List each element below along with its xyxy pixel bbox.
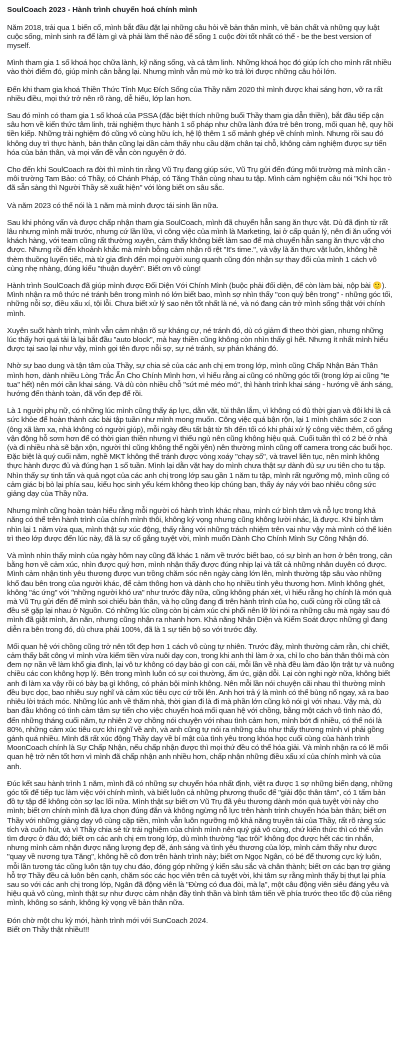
- paragraph-3: Đến khi tham gia khoá Thiền Thức Tỉnh Mục Đích Sống của Thầy năm 2020 thì mình được khai sáng hơn, vỡ ra rất nhiều điều, mọi thứ trở nên rõ ràng, dễ hiểu, lớp lan hơn.: [7, 84, 383, 103]
- closing-line-1: Đón chờ một chu kỳ mới, hành trình mới với SunCoach 2024.: [7, 915, 208, 925]
- paragraph-12: Nhưng mình cũng hoàn toàn hiểu rằng mỗi người có hành trình khác nhau, mình cứ bình tâm và nỗ lực trong khả năng có thể trên hành trình của chính mình thôi, không ký vọng nhưng cũng không lười nhác, là được. Khi bình tâm nhìn lại 1 năm vừa qua, mình thật sự xúc động, thấy rằng với những trách nhiệm trên vai như vậy mà mình có thể kiên trì theo lớp được đến lúc này, đã là sự cố gắng tuyệt vời, mình muốn Dành Cho Chính Mình Sự Công Nhận đó.: [7, 506, 392, 543]
- paragraph-11: Là 1 người phụ nữ, có những lúc mình cũng thấy áp lực, dằn vặt, tủi thân lắm, vì không có đủ thời gian và đôi khi là cả sức khỏe để hoàn thành các bài tập tuần như mình mong muốn. Công việc quá bận rộn, lại 1 mình chăm sóc 2 con (ông xã làm xa, nhà không có người giúp), mỗi ngày đều tất bật từ 5h đến tối có khi phải xử lý công việc thêm, cố gắng vận động hỗ sơm hơn để có thời gian thiền nhưng vì thiếu ngủ nên cũng không hiệu quả. Cuối tuần thì có 2 bé ở nhà (và đi nhiều nhà sẽ bận xộn, người thì cũng không thể ngồi yên) nên thường mình cũng off camera trong các buổi học. Đặc biệt là quý cuối năm, nghề MKT không thể tránh được vòng xoáy "chạy số", và travel liên tục, nên mình không thực hành được đủ và đúng hạn 1 số tuần. Mình lại dằn vặt hay do mình chưa thật sự dành đủ sự ưu tiên cho tu tập. Nhìn thấy sự tinh tấn và quả ngọt của các anh chị trong lớp sau gần 1 năm tu tập, mình rất ngưỡng mộ, mình cũng có cảm giác bị bỏ lại phía sau, kiểu học sinh yếu kém không theo kịp chúng bạn, thấy áy náy với bao nhiêu công sức giảng dạy của Thầy nữa.: [7, 406, 393, 499]
- paragraph-4: Sau đó mình có tham gia 1 số khoá của PSSA (đặc biệt thích những buổi Thầy tham gia dẫn thiền), bắt đầu tiếp cận sâu hơn về kiến thức tâm linh, trải nghiệm thực hành 1 số pháp như chữa lành đứa trẻ bên trong, mối quan hệ, quy hồi tiền kiếp. Những trải nghiệm đó cũng vô cùng hữu ích, hệ lộ thêm 1 số mảnh ghép về chính mình. Nhưng rồi sau đó không duy trì thực hành, bản thân cũng lại dần cảm thấy nhu cầu dặm chân tại chỗ, không cảm nghiệm được sự tiến hóa của bản thân, và mọi vấn đề vẫn còn nguyên ở đó.: [7, 110, 394, 157]
- paragraph-6: Và năm 2023 có thể nói là 1 năm mà mình được tái sinh lần nữa.: [7, 200, 219, 210]
- paragraph-7: Sau khi phỏng vấn và được chấp nhận tham gia SoulCoach, mình đã chuyển hẳn sang ăn thực vật. Dù đã định từ rất lâu nhưng mình mãi trước, nhưng cứ lần lữa, vì công việc của mình là Marketing, lại ở cấp quản lý, nên đi ăn uống với khách hàng, với team cũng rất thường xuyên, cảm thấy không biết làm sao để mà chuyển hẳn sang ăn thực vật cho được. Nhưng rồi đến khoảnh khắc mà mình bỗng cảm nhận rõ rệt "It's time.", và vậy là ăn thực vật luôn, không hề thèm thuồng luyến tiếc, mà từ gia đình đến mọi người xung quanh cũng đón nhận sự thay đổi của mình 1 cách vô cùng nhẹ nhàng, đúng kiểu "thuận duyên". Biết ơn vô cùng!: [7, 217, 392, 273]
- paragraph-13: Và mình nhìn thấy mình của ngày hôm nay cũng đã khác 1 năm về trước biết bao, có sự bình an hơn ở bên trong, cân bằng hơn về cảm xúc, nhìn được quý hơn, mình nhận thấy được đúng nhịp lại và tất cả những nhân duyên có được. Mình cảm nhận tinh yêu thương được vun trồng chăm sóc nên ngày càng lớn lên, mình thường tập sâu vào những khổ đau bên trong của người khác, để cảm thông hơn và dành cho họ nhiều tình yêu thương hơn. Mình không ghét, không "ác ứng" với "những người khó ưa" như trước đây nữa, cũng không phán xét, vì hiểu rằng họ chính là món quà mà Vũ Trụ gửi đến để mình soi chiếu bản thân, và họ cũng đang đi trên hành trình của họ, cuối cùng rồi cũng tất cả đều sẽ gặp lại nhau ở Nguồn. Có những lúc cũng còn bị cảm xúc chi phối nên lỡ lời nói ra những câu mà ngày sau đó mình đã giật mình, ăn năn, nhưng cũng nhận ra nhanh hơn. Khả năng Nhận Diện và Kiểm Soát được những gì đang diễn ra bên trong đó, dù chưa phải 100%, đã là 1 sự tiến bộ so với trước đây.: [7, 551, 392, 634]
- paragraph-10: Nhờ sự bao dung và tận tâm của Thầy, sự chia sẻ của các anh chị em trong lớp, mình cũng Chấp Nhận Bản Thân mình hơn, dành nhiều Lòng Trắc Ẩn Cho Chính Mình hơn, vì hiểu rằng ai cũng có những góc tối (trong lớp ai cũng "te tua" hết) nên mới cần khai sáng. Và dù còn nhiều chỗ "sứt mẻ méo mó", thì hành trình khai sáng - hướng về ánh sáng, hướng đến thành toàn, đã vốn đẹp để rồi.: [7, 361, 393, 398]
- paragraph-9: Xuyên suốt hành trình, mình vẫn cảm nhận rõ sự kháng cự, né tránh đó, dù có giảm đi theo thời gian, nhưng những lúc thấy hơi quá tải là lại bắt đầu "auto block", mà hay thiền cũng không còn nhìn thấy gì hết. Nhưng ít nhất mình hiểu được tại sao lại như vậy, mình gọi tên được nỗi sợ, sự né tránh, sự phản kháng đó.: [7, 325, 388, 354]
- post-title: SoulCoach 2023 - Hành trình chuyển hoá chính mình: [7, 5, 198, 14]
- paragraph-14: Mối quan hệ với chồng cũng trở nên tốt đẹp hơn 1 cách vô cùng tự nhiên. Trước đây, mình thường cảm rằn, chi chiết, cảm thấy bất công vì mình vừa kiếm tiền vừa nuôi dạy con, trong khi anh thì làm ở xa, chỉ lo cho bản thân thôi mà còn đem nợ nần về làm khổ gia đình, lại vô tư không có dạy bảo gì con cái, mỗi lần về nhà đều làm đảo lộn trật tự và nuông chiều các con không hợp lý. Bên trong mình luôn có sự coi thường, ấm ức, giận dỗi. Lại còn nghi ngờ nữa, không biết anh đi làm xa vậy rồi có bày bạ gì không, có phản bội mình không. Nên mỗi lần nói chuyện cãi nhau thì thường mình đều bực dọc, bao nhiêu suy nghĩ và cảm xúc tiêu cực cứ trồi lên. Anh hơi trả ý là mình có thể bùng nổ ngay, xả ra bao nhiêu lời trách móc. Những lúc anh về thăm nhà, thời gian đi là đi mà phần lớn cũng kỏ nói gì với nhau. Vậy mà, dù ban đầu không có tình cảm tâm sự tiến cho việc chuyển hoá mối quan hệ với chồng, bằng một cách vô tình nào đó, đến những tháng cuối năm, tự nhiên 2 vợ chồng nói chuyện với nhau tình cảm hơn, mình bớt đi nhiều, có thể nói là 80%, những cảm xúc tiêu cực khi nghĩ về anh, và anh cũng tự nói ra những câu như thấy thương mình vì phải gồng gánh quá nhiều. Mình đã rất xúc động Thầy dạy về bí mật của tình yêu trong khóa học cuối cùng của hành trình MoonCoach chính là Sự Chấp Nhận, nếu chấp nhận được thì mọi thứ đều có thể hóa giải. Và mình nhận ra có lẽ mối quan hệ trở nên tốt hơn vì mình đã chấp nhận anh nhiều hơn, chấp nhận những điều xấu xí của chính mình và của anh.: [7, 641, 395, 771]
- paragraph-5: Cho đến khi SoulCoach ra đời thì mình tin rằng Vũ Trụ đang giúp sức, Vũ Trụ gửi đến đúng môi trường mà mình cần - môi trường Tam Bảo: có Thầy, có Chánh Pháp, có Tăng Thân cùng nhau tu tập. Mình cảm nghiệm câu nói "Khi học trò đã sẵn sàng thì Người Thầy sẽ xuất hiện" với lòng biết ơn sâu sắc.: [7, 164, 392, 193]
- closing-line-2: Biết ơn Thầy thật nhiều!!!: [7, 924, 90, 934]
- paragraph-8: Hành trình SoulCoach đã giúp mình được Đối Diện Với Chính Mình (buộc phải đối diện, để còn làm bài, nộp bài 🙂). Mình nhận ra mô thức né tránh bên trong mình nó lớn biết bao, mình sợ nhìn thấy "con quỷ bên trong" - những góc tối, những nỗi sợ, điều xấu xí, tội lỗi. Chưa biết xử lý sao nên tốt nhất là né, và nó đang cản trở mình sống thật với chính mình.: [7, 280, 393, 318]
- paragraph-1: Năm 2018, trải qua 1 biến cố, mình bắt đầu đặt lại những câu hỏi về bản thân mình, về bản chất và những quy luật cuộc sống, mình sinh ra để làm gì và phải làm thế nào để sống 1 cuộc đời tốt nhất có thể - be the best version of myself.: [7, 22, 380, 50]
- paragraph-15: Đúc kết sau hành trình 1 năm, mình đã có những sự chuyển hóa nhất định, việt ra được 1 sợ những biến dạng, những góc tối để tiếp tục làm việc với chính mình, và biết luôn cả những phương thuốc để "giải độc thân tâm", có 1 tấm bản đồ tự tập để không còn sợ lạc lối nữa. Mình thật sự biết ơn Vũ Trụ đã yêu thương dành món quà tuyệt vời này cho mình; biết ơn chính mình đã lựa chọn đúng đắn và không ngừng nỗ lực trên hành trình chuyển hóa bản thân; biết ơn Thầy với những giảng dạy vô cùng cặp tiền, mình vẫn luôn ngưỡng mộ khả năng truyền tải của Thầy, rất rõ ràng súc tích và cuốn hút, và vì Thầy chia sẻ từ trải nghiệm của chính mình nên quý giá vô cùng, chứ kiến thức thì có thể vẫn tìm được ở đâu đó; biết ơn các anh chị em trong lớp, dù mình thường "lạc trôi" không đọc được hết các tin nhắn, nhưng mình cảm nhận được năng lượng đẹp đẽ, ánh sáng và tình yêu thương của lớp, mình cảm thấy như được "quay về nương tựa Tăng", không hề cô đơn trên hành trình này; biết ơn Ngọc Ngân, có bé để thương cực kỳ luôn, mỗi lần tương tác cũng luôn tận tụy chu đáo, đóng góp những ý kiến sâu sắc và chân thành; biết ơn các bạn trợ giảng hỗ trợ Thầy đều cả luôn bên cạnh, chăm sóc các học viên trên cả tuyệt vời, khi tâm sự rằng mình thấy bị thụt lại phía sau so với các anh chị trong lớp, Ngân đã động viên là "Đừng có đua đòi, mà lạ", một câu động viên siêu đáng yêu và hiệu quả vô cùng, mình thật sự như được cảm nhận đầy tình thần và bình tâm tiến về phía trước theo tốc độ của riêng mình, không so sánh, không kỳ vọng về bản thân nữa.: [7, 778, 393, 908]
- paragraph-2: Mình tham gia 1 số khoá học chữa lành, kỹ năng sống, và cả tâm linh. Những khoá học đó giúp ích cho mình rất nhiều vào thời điểm đó, giúp mình cân bằng lại. Nhưng mình vẫn mù mờ ko trả lời được những câu hỏi lớn.: [7, 58, 392, 77]
